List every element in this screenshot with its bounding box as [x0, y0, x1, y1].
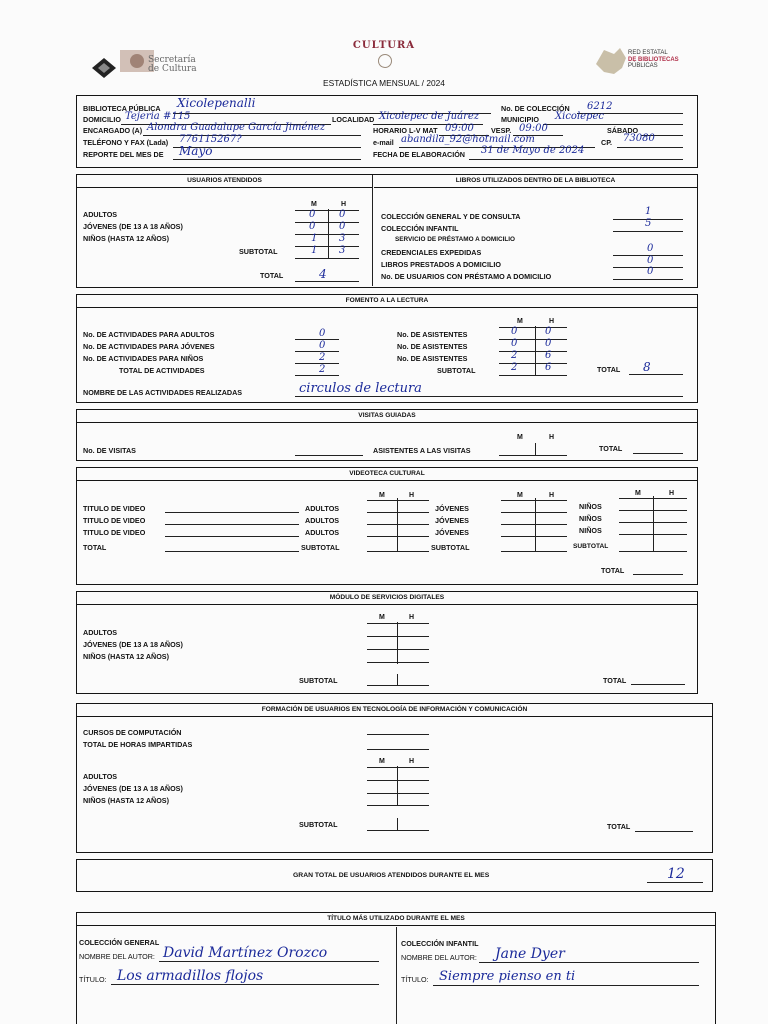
biblioteca-value: Xicolepenalli: [177, 96, 256, 110]
red-text-1: RED ESTATAL: [628, 50, 668, 56]
library-info-section: [76, 95, 698, 168]
horario-label: HORARIO L-V MAT: [373, 126, 438, 135]
formacion-m-header: M: [379, 758, 385, 765]
digitales-section: [76, 591, 698, 694]
act-ninos-label: No. DE ACTIVIDADES PARA NIÑOS: [83, 354, 204, 363]
general-titulo-value: Los armadillos flojos: [117, 968, 264, 984]
coleccion-label: No. DE COLECCIÓN: [501, 104, 570, 113]
usuarios-ninos-label: NIÑOS (HASTA 12 AÑOS): [83, 234, 169, 243]
video-adultos-h: H: [409, 492, 415, 499]
act-ninos-value: 2: [319, 352, 326, 363]
video-adultos-subtotal: SUBTOTAL: [301, 543, 340, 552]
municipio-label: MUNICIPIO: [501, 115, 539, 124]
digitales-title: MÓDULO DE SERVICIOS DIGITALES: [77, 592, 697, 605]
video-adultos-m: M: [379, 492, 385, 499]
adultos-m-value: 0: [309, 209, 316, 220]
video-ninos-subtotal: SUBTOTAL: [573, 543, 609, 550]
digitales-total-label: TOTAL: [603, 676, 627, 685]
credenciales-label: CREDENCIALES EXPEDIDAS: [381, 248, 482, 257]
email-label: e-mail: [373, 138, 394, 147]
cp-label: CP.: [601, 138, 613, 147]
asistentes-ninos-label: No. DE ASISTENTES: [397, 354, 468, 363]
m-header: M: [311, 201, 317, 208]
gran-total-value: 12: [667, 866, 685, 882]
h-header: H: [341, 201, 347, 208]
libros-title: LIBROS UTILIZADOS DENTRO DE LA BIBLIOTECA: [374, 175, 697, 188]
video-jovenes-h: H: [549, 492, 555, 499]
fomento-subtotal-h: 6: [545, 362, 552, 373]
telefono-label: TELÉFONO Y FAX (Lada): [83, 138, 169, 147]
asistentes-visitas-label: ASISTENTES A LAS VISITAS: [373, 446, 471, 455]
digitales-m-header: M: [379, 614, 385, 621]
asist-adultos-h: 0: [545, 326, 552, 337]
logo-text-1: Secretaría: [148, 55, 196, 65]
formacion-section: [76, 703, 713, 853]
digitales-subtotal-label: SUBTOTAL: [299, 676, 338, 685]
logo-text-2: de Cultura: [148, 64, 197, 74]
usuarios-total-label: TOTAL: [260, 271, 284, 280]
video-jovenes-m: M: [517, 492, 523, 499]
act-jovenes-label: No. DE ACTIVIDADES PARA JÓVENES: [83, 342, 215, 351]
horas-label: TOTAL DE HORAS IMPARTIDAS: [83, 740, 193, 749]
vesp-label: VESP.: [491, 126, 512, 135]
digitales-jovenes-label: JÓVENES (DE 13 A 18 AÑOS): [83, 640, 183, 649]
adultos-h-value: 0: [339, 209, 346, 220]
total-act-label: TOTAL DE ACTIVIDADES: [119, 366, 205, 375]
visitas-m-header: M: [517, 434, 523, 441]
act-jovenes-value: 0: [319, 340, 326, 351]
localidad-label: LOCALIDAD: [332, 115, 375, 124]
video-ninos-m: M: [635, 490, 641, 497]
center-brand: CULTURA: [352, 40, 416, 51]
digitales-ninos-label: NIÑOS (HASTA 12 AÑOS): [83, 652, 169, 661]
general-autor-label: NOMBRE DEL AUTOR:: [79, 952, 155, 961]
video-ninos-3: NIÑOS: [579, 526, 602, 535]
prestamo-title: SERVICIO DE PRÉSTAMO A DOMICILIO: [395, 236, 516, 243]
general-titulo-label: TÍTULO:: [79, 975, 107, 984]
usuarios-subtotal-label: SUBTOTAL: [239, 247, 278, 256]
videoteca-title: VIDEOTECA CULTURAL: [77, 468, 697, 481]
video-total-final-label: TOTAL: [601, 566, 625, 575]
fomento-h-header: H: [549, 318, 555, 325]
domicilio-value: Tejeria #115: [125, 111, 191, 122]
vesp-value: 09:00: [519, 123, 548, 134]
infantil-titulo-label: TÍTULO:: [401, 975, 429, 984]
document-title: ESTADÍSTICA MENSUAL / 2024: [323, 78, 445, 88]
red-estatal-logo: [592, 44, 702, 82]
email-value: abandila_92@hotmail.com: [401, 134, 535, 145]
digitales-adultos-label: ADULTOS: [83, 628, 118, 637]
total-act-value: 2: [319, 364, 326, 375]
infantil-titulo-value: Siempre pienso en ti: [439, 969, 576, 984]
general-coleccion-label: COLECCIÓN GENERAL: [79, 938, 160, 947]
formacion-h-header: H: [409, 758, 415, 765]
cp-value: 73080: [623, 133, 655, 144]
usuarios-prestamo-label: No. DE USUARIOS CON PRÉSTAMO A DOMICILIO: [381, 272, 552, 281]
fecha-value: 31 de Mayo de 2024: [481, 145, 585, 156]
fomento-title: FOMENTO A LA LECTURA: [77, 295, 697, 308]
asist-jovenes-m: 0: [511, 338, 518, 349]
asist-adultos-m: 0: [511, 326, 518, 337]
localidad-value: Xicolepec de Juárez: [379, 111, 480, 122]
video-ninos-1: NIÑOS: [579, 502, 602, 511]
visitas-total-label: TOTAL: [599, 444, 623, 453]
video-adultos-3: ADULTOS: [305, 528, 340, 537]
municipio-value: Xicolepec: [555, 111, 604, 122]
video-adultos-2: ADULTOS: [305, 516, 340, 525]
red-text-3: PÚBLICAS: [628, 63, 658, 69]
usuarios-adultos-label: ADULTOS: [83, 210, 118, 219]
biblioteca-label: BIBLIOTECA PÚBLICA: [83, 104, 161, 113]
credenciales-value: 0: [647, 243, 654, 254]
red-text-2: DE BIBLIOTECAS: [628, 56, 679, 63]
video-ninos-h: H: [669, 490, 675, 497]
formacion-ninos-label: NIÑOS (HASTA 12 AÑOS): [83, 796, 169, 805]
formacion-jovenes-label: JÓVENES (DE 13 A 18 AÑOS): [83, 784, 183, 793]
no-visitas-label: No. DE VISITAS: [83, 446, 136, 455]
telefono-value: 776115267?: [179, 134, 242, 145]
titulo-video-3-label: TITULO DE VIDEO: [83, 528, 146, 537]
gran-total-section: [76, 859, 713, 892]
formacion-subtotal-label: SUBTOTAL: [299, 820, 338, 829]
encargado-value: Alondra Guadalupe García Jiménez: [147, 122, 325, 133]
asist-ninos-h: 6: [545, 350, 552, 361]
visitas-title: VISITAS GUIADAS: [77, 410, 697, 423]
video-adultos-1: ADULTOS: [305, 504, 340, 513]
encargado-label: ENCARGADO (A): [83, 126, 143, 135]
subtotal-m-value: 1: [311, 245, 318, 256]
general-value: 1: [645, 206, 652, 217]
act-adultos-label: No. DE ACTIVIDADES PARA ADULTOS: [83, 330, 215, 339]
asistentes-adultos-label: No. DE ASISTENTES: [397, 330, 468, 339]
infantil-value: 5: [645, 218, 652, 229]
general-label: COLECCIÓN GENERAL Y DE CONSULTA: [381, 212, 521, 221]
fecha-label: FECHA DE ELABORACIÓN: [373, 150, 465, 159]
titulo-video-2-label: TITULO DE VIDEO: [83, 516, 146, 525]
digitales-h-header: H: [409, 614, 415, 621]
infantil-label: COLECCIÓN INFANTIL: [381, 224, 459, 233]
formacion-title: FORMACIÓN DE USUARIOS EN TECNOLOGÍA DE INFORMACIÓN Y COMUNICACIÓN: [77, 704, 712, 717]
jovenes-h-value: 0: [339, 221, 346, 232]
visitas-section: [76, 409, 698, 461]
reporte-label: REPORTE DEL MES DE: [83, 150, 164, 159]
videoteca-section: [76, 467, 698, 585]
fomento-total-label: TOTAL: [597, 365, 621, 374]
horario-mat-value: 09:00: [445, 123, 474, 134]
usuarios-total-value: 4: [319, 267, 327, 281]
reporte-value: Mayo: [179, 144, 213, 158]
usuarios-prestamo-value: 0: [647, 266, 654, 277]
asist-jovenes-h: 0: [545, 338, 552, 349]
titulo-video-1-label: TITULO DE VIDEO: [83, 504, 146, 513]
act-adultos-value: 0: [319, 328, 326, 339]
nombre-actividades-label: NOMBRE DE LAS ACTIVIDADES REALIZADAS: [83, 388, 243, 397]
secretaria-cultura-logo: [90, 46, 205, 82]
sabado-label: SÁBADO: [607, 126, 639, 135]
titulo-mas-title: TÍTULO MÁS UTILIZADO DURANTE EL MES: [77, 913, 715, 926]
eagle-seal-icon: [378, 54, 392, 68]
usuarios-jovenes-label: JÓVENES (DE 13 A 18 AÑOS): [83, 222, 183, 231]
usuarios-title: USUARIOS ATENDIDOS: [77, 175, 372, 188]
jovenes-m-value: 0: [309, 221, 316, 232]
video-jovenes-3: JÓVENES: [435, 528, 469, 537]
fomento-m-header: M: [517, 318, 523, 325]
fomento-total-value: 8: [643, 360, 651, 374]
coleccion-value: 6212: [587, 101, 613, 112]
general-autor-value: David Martínez Orozco: [163, 945, 328, 961]
formacion-total-label: TOTAL: [607, 822, 631, 831]
nombre-actividades-value: circulos de lectura: [299, 381, 422, 396]
visitas-h-header: H: [549, 434, 555, 441]
video-jovenes-subtotal: SUBTOTAL: [431, 543, 470, 552]
gran-total-label: GRAN TOTAL DE USUARIOS ATENDIDOS DURANTE EL MES: [293, 872, 490, 879]
cursos-label: CURSOS DE COMPUTACIÓN: [83, 728, 182, 737]
video-jovenes-1: JÓVENES: [435, 504, 469, 513]
infantil-coleccion-label: COLECCIÓN INFANTIL: [401, 939, 479, 948]
subtotal-h-value: 3: [339, 245, 346, 256]
prestados-label: LIBROS PRESTADOS A DOMICILIO: [381, 260, 501, 269]
fomento-subtotal-m: 2: [511, 362, 518, 373]
formacion-adultos-label: ADULTOS: [83, 772, 118, 781]
fomento-section: [76, 294, 698, 403]
fomento-subtotal-label: SUBTOTAL: [437, 366, 476, 375]
infantil-autor-label: NOMBRE DEL AUTOR:: [401, 953, 477, 962]
ninos-m-value: 1: [311, 233, 318, 244]
asistentes-jovenes-label: No. DE ASISTENTES: [397, 342, 468, 351]
asist-ninos-m: 2: [511, 350, 518, 361]
ninos-h-value: 3: [339, 233, 346, 244]
prestados-value: 0: [647, 255, 654, 266]
domicilio-label: DOMICILIO: [83, 115, 121, 124]
titulo-mas-section: [76, 912, 716, 1024]
video-jovenes-2: JÓVENES: [435, 516, 469, 525]
usuarios-libros-section: [76, 174, 698, 288]
video-ninos-2: NIÑOS: [579, 514, 602, 523]
infantil-autor-value: Jane Dyer: [495, 946, 565, 962]
video-total-label: TOTAL: [83, 543, 107, 552]
